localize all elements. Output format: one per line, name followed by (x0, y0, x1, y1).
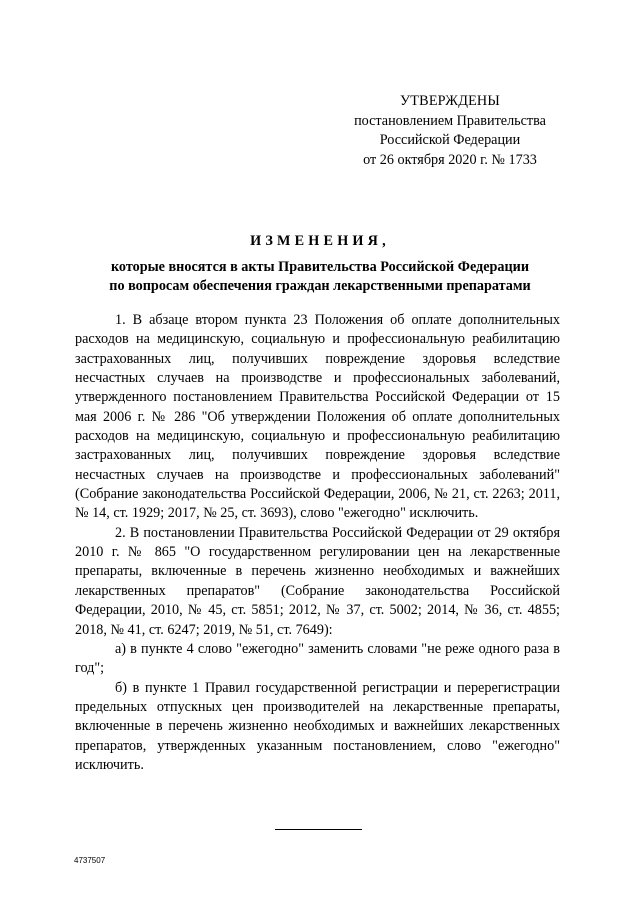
end-divider (275, 829, 362, 830)
approval-heading: УТВЕРЖДЕНЫ (400, 93, 500, 109)
paragraph-2: 2. В постановлении Правительства Российской Федерации от 29 октября 2010 г. № 865 "О государственном регулировании цен на лекарственные препараты, включенные в перечень жизненно необходимых и важнейших лекарственных препаратов" (Собрание законодательства Российской Федерации, 2010, № 45, ст. 5851; 2012, № 37, ст. 5002; 2014, № 36, ст. 4855; 2018, № 41, ст. 6247; 2019, № 51, ст. 7649): (75, 524, 560, 638)
subparagraph-b: б) в пункте 1 Правил государственной регистрации и перерегистрации предельных отпускных цен производителей на лекарственные препараты, включенные в перечень жизненно необходимых и важнейших лекарственных препаратов, утвержденных указанным постановлением, слово "ежегодно" исключить. (75, 679, 560, 773)
subparagraph-a: а) в пункте 4 слово "ежегодно" заменить словами "не реже одного раза в год"; (75, 640, 560, 677)
subtitle-line: по вопросам обеспечения граждан лекарственными препаратами (109, 277, 531, 294)
document-subtitle (60, 258, 580, 295)
approval-line: Российской Федерации (379, 132, 521, 148)
paragraph-1: 1. В абзаце втором пункта 23 Положения об оплате дополнительных расходов на медицинскую, социальную и профессиональную реабилитацию застрахованных лиц, получивших повреждение здоровья вследствие несчастных случаев на производстве и профессиональных заболеваний, утвержденного постановлением Правительства Российской Федерации от 15 мая 2006 г. № 286 "Об утверждении Положения об оплате дополнительных расходов на медицинскую, социальную и профессиональную реабилитацию застрахованных лиц, получивших повреждение здоровья вследствие несчастных случаев на производстве и профессиональных заболеваний" (Собрание законодательства Российской Федерации, 2006, № 21, ст. 2263; 2011, № 14, ст. 1929; 2017, № 25, ст. 3693), слово "ежегодно" исключить. (75, 312, 560, 522)
subtitle-line: которые вносятся в акты Правительства Российской Федерации (110, 259, 530, 275)
approval-line: постановлением Правительства (354, 112, 546, 129)
document-number: 4737507 (74, 856, 106, 865)
approval-date-number: от 26 октября 2020 г. № 1733 (363, 151, 537, 168)
document-title: ИЗМЕНЕНИЯ, (250, 233, 390, 249)
document-body (75, 311, 560, 775)
approval-block (340, 92, 560, 170)
